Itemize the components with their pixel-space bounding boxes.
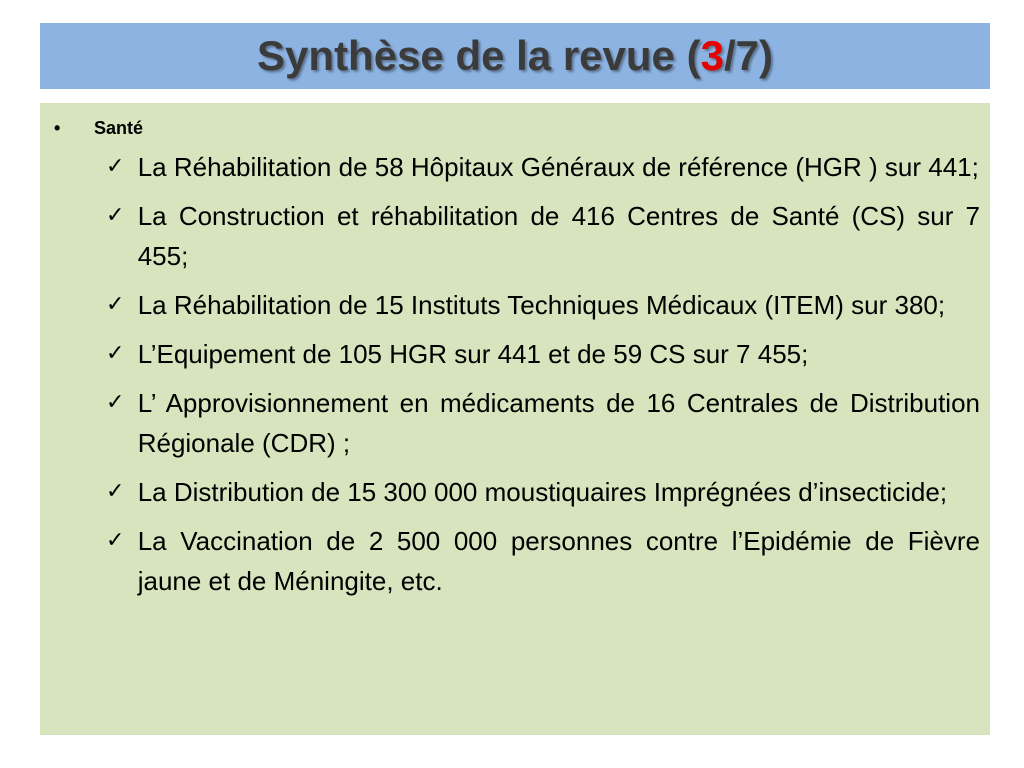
title-main: Synthèse de la revue ( — [257, 32, 701, 79]
title-bar — [40, 23, 990, 89]
checkmark-icon: ✓ — [106, 528, 125, 553]
checkmark-icon: ✓ — [106, 154, 125, 179]
title-accent: 3 — [700, 32, 724, 79]
list-item-text: La Réhabilitation de 58 Hôpitaux Généraux de référence (HGR ) sur 441; — [137, 152, 979, 182]
checkmark-icon: ✓ — [106, 479, 125, 504]
checkmark-icon: ✓ — [106, 292, 125, 317]
list-item — [50, 334, 980, 374]
section-label: Santé — [94, 117, 144, 138]
title-tail: /7) — [723, 32, 773, 79]
content-box — [40, 103, 990, 735]
list-item-text: La Distribution de 15 300 000 moustiquaires Imprégnées d’insecticide; — [137, 477, 948, 507]
checkmark-icon: ✓ — [106, 341, 125, 366]
list-item — [50, 521, 980, 601]
list-item — [50, 472, 980, 512]
slide-title — [257, 32, 773, 80]
check-list — [50, 147, 980, 601]
list-item — [50, 196, 980, 276]
section-heading — [50, 115, 980, 141]
list-item-text: La Construction et réhabilitation de 416 Centres de Santé (CS) sur 7 455; — [137, 201, 980, 271]
list-item — [50, 147, 980, 187]
checkmark-icon: ✓ — [106, 203, 125, 228]
list-item-text: La Réhabilitation de 15 Instituts Techniques Médicaux (ITEM) sur 380; — [137, 290, 946, 320]
checkmark-icon: ✓ — [106, 390, 125, 415]
list-item — [50, 383, 980, 463]
list-item-text: L’ Approvisionnement en médicaments de 16 Centrales de Distribution Régionale (CDR) ; — [137, 388, 980, 458]
list-item-text: La Vaccination de 2 500 000 personnes contre l’Epidémie de Fièvre jaune et de Méningite, etc. — [137, 526, 980, 596]
list-item — [50, 285, 980, 325]
bullet-dot-icon: • — [54, 117, 61, 138]
list-item-text: L’Equipement de 105 HGR sur 441 et de 59 CS sur 7 455; — [137, 339, 809, 369]
